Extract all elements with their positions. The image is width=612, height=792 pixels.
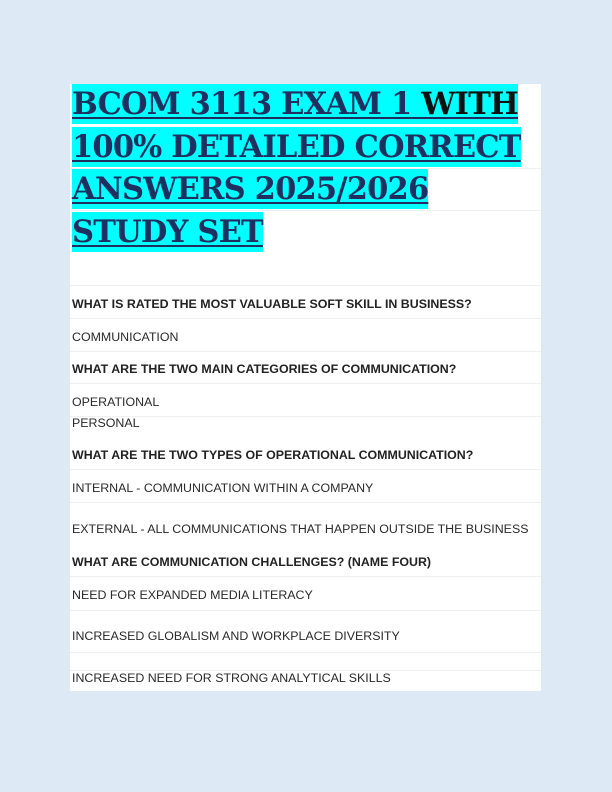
divider [70, 318, 541, 319]
answer-4-1: NEED FOR EXPANDED MEDIA LITERACY [72, 588, 313, 602]
divider [70, 285, 541, 286]
divider [70, 502, 541, 503]
answer-3-1: INTERNAL - COMMUNICATION WITHIN A COMPANY [72, 481, 374, 495]
divider [70, 351, 541, 352]
answer-1-1: COMMUNICATION [72, 330, 179, 344]
title-line-1-rest: WITH [411, 86, 519, 122]
question-1: WHAT IS RATED THE MOST VALUABLE SOFT SKILL IN BUSINESS? [72, 297, 472, 311]
title-line-4: STUDY SET [72, 213, 263, 250]
question-4: WHAT ARE COMMUNICATION CHALLENGES? (NAME FOUR) [72, 555, 432, 569]
divider [70, 652, 541, 653]
document-page [70, 84, 541, 691]
answer-2-2: PERSONAL [72, 416, 140, 430]
divider [70, 210, 541, 211]
divider [70, 469, 541, 470]
title-line-3: ANSWERS 2025/2026 [72, 171, 429, 207]
divider [70, 416, 541, 417]
divider [70, 383, 541, 384]
divider [70, 168, 541, 169]
question-2: WHAT ARE THE TWO MAIN CATEGORIES OF COMMUNICATION? [72, 362, 457, 376]
document-title [72, 84, 532, 254]
title-line-2: 100% DETAILED CORRECT [72, 128, 521, 165]
divider [70, 610, 541, 611]
answer-2-1: OPERATIONAL [72, 395, 160, 409]
title-line-1 [72, 84, 518, 124]
question-3: WHAT ARE THE TWO TYPES OF OPERATIONAL COMMUNICATION? [72, 448, 474, 462]
divider [70, 576, 541, 577]
title-course-code: BCOM 3113 EXAM 1 [72, 86, 412, 122]
answer-3-2: EXTERNAL - ALL COMMUNICATIONS THAT HAPPEN OUTSIDE THE BUSINESS [72, 522, 529, 536]
answer-4-3: INCREASED NEED FOR STRONG ANALYTICAL SKILLS [72, 671, 391, 685]
answer-4-2: INCREASED GLOBALISM AND WORKPLACE DIVERSITY [72, 629, 400, 643]
